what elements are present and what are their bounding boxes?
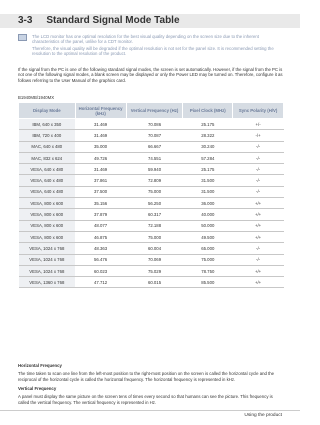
- cell-display-mode: VESA, 640 x 480: [19, 175, 76, 186]
- cell-vertical-frequency: 70.087: [126, 130, 183, 141]
- cell-horizontal-frequency: 48.363: [75, 243, 126, 254]
- table-row: [19, 198, 284, 209]
- cell-vertical-frequency: 74.551: [126, 152, 183, 163]
- cell-pixel-clock: 31.500: [183, 175, 233, 186]
- table-row: [19, 254, 284, 265]
- note-paragraph: Therefore, the visual quality will be degraded if the optimal resolution is not set for the panel size. It is recommended setting the resolution to the optimal resolution of the product.: [32, 45, 274, 57]
- cell-pixel-clock: 36.000: [183, 198, 233, 209]
- table-row: [19, 243, 284, 254]
- footer-divider: [0, 410, 300, 411]
- cell-pixel-clock: 28.322: [183, 130, 233, 141]
- cell-sync-polarity: +/+: [233, 265, 284, 276]
- section-number: 3-3: [18, 15, 33, 26]
- cell-sync-polarity: +/+: [233, 209, 284, 220]
- header-horizontal-frequency: Horizontal Frequency (kHz): [75, 103, 126, 119]
- cell-horizontal-frequency: 49.726: [75, 152, 126, 163]
- table-row: [19, 164, 284, 175]
- cell-display-mode: VESA, 640 x 480: [19, 164, 76, 175]
- table-body: [19, 119, 284, 288]
- cell-sync-polarity: -/-: [233, 141, 284, 152]
- cell-vertical-frequency: 66.667: [126, 141, 183, 152]
- cell-vertical-frequency: 60.004: [126, 243, 183, 254]
- cell-display-mode: VESA, 800 x 600: [19, 220, 76, 231]
- cell-vertical-frequency: 75.000: [126, 231, 183, 242]
- cell-pixel-clock: 25.175: [183, 164, 233, 175]
- intro-text: [18, 67, 284, 83]
- cell-pixel-clock: 31.500: [183, 186, 233, 197]
- section-title: Standard Signal Mode Table: [46, 15, 180, 26]
- cell-horizontal-frequency: 31.469: [75, 130, 126, 141]
- cell-horizontal-frequency: 48.077: [75, 220, 126, 231]
- cell-horizontal-frequency: 46.875: [75, 231, 126, 242]
- cell-pixel-clock: 57.284: [183, 152, 233, 163]
- cell-sync-polarity: +/+: [233, 198, 284, 209]
- cell-vertical-frequency: 60.015: [126, 277, 183, 288]
- cell-horizontal-frequency: 31.469: [75, 164, 126, 175]
- table-row: [19, 119, 284, 130]
- table-row: [19, 277, 284, 288]
- cell-horizontal-frequency: 35.000: [75, 141, 126, 152]
- cell-sync-polarity: -/-: [233, 164, 284, 175]
- cell-horizontal-frequency: 37.500: [75, 186, 126, 197]
- cell-sync-polarity: -/-: [233, 243, 284, 254]
- cell-vertical-frequency: 70.069: [126, 254, 183, 265]
- cell-vertical-frequency: 70.086: [126, 119, 183, 130]
- table-header-row: [19, 103, 284, 119]
- cell-horizontal-frequency: 47.712: [75, 277, 126, 288]
- header-sync-polarity: Sync Polarity (H/V): [233, 103, 284, 119]
- cell-horizontal-frequency: 35.156: [75, 198, 126, 209]
- cell-vertical-frequency: 59.940: [126, 164, 183, 175]
- cell-horizontal-frequency: 56.476: [75, 254, 126, 265]
- cell-sync-polarity: -/-: [233, 175, 284, 186]
- header-vertical-frequency: Vertical Frequency (Hz): [126, 103, 183, 119]
- cell-horizontal-frequency: 60.023: [75, 265, 126, 276]
- table-row: [19, 265, 284, 276]
- note-paragraph: The LCD monitor has one optimal resolution for the best visual quality depending on the screen size due to the inherent characteristics of the panel, unlike for a CDT monitor.: [32, 34, 259, 45]
- intro-paragraph: If the signal from the PC is one of the following standard signal modes, the screen is set automatically. However, if the signal from the PC is not one of the following signal modes, a blank screen may be displayed or only the Power LED may be turned on. Therefore, configure it as follows referring to the User Manual of the graphics card.: [18, 67, 283, 83]
- table-row: [19, 175, 284, 186]
- table-row: [19, 152, 284, 163]
- table-row: [19, 141, 284, 152]
- note-icon: [18, 34, 27, 41]
- cell-pixel-clock: 50.000: [183, 220, 233, 231]
- table-row: [19, 231, 284, 242]
- vertical-heading: Vertical Frequency: [18, 386, 57, 391]
- cell-vertical-frequency: 56.250: [126, 198, 183, 209]
- cell-sync-polarity: -/+: [233, 130, 284, 141]
- table-row: [19, 209, 284, 220]
- cell-display-mode: VESA, 800 x 600: [19, 231, 76, 242]
- cell-sync-polarity: +/-: [233, 119, 284, 130]
- cell-sync-polarity: -/-: [233, 186, 284, 197]
- cell-display-mode: VESA, 800 x 600: [19, 209, 76, 220]
- cell-vertical-frequency: 60.317: [126, 209, 183, 220]
- cell-sync-polarity: -/-: [233, 152, 284, 163]
- cell-horizontal-frequency: 37.879: [75, 209, 126, 220]
- header-display-mode: Display Mode: [19, 103, 76, 119]
- cell-vertical-frequency: 75.000: [126, 186, 183, 197]
- table-row: [19, 220, 284, 231]
- cell-sync-polarity: -/-: [233, 254, 284, 265]
- signal-mode-table: [18, 102, 284, 288]
- horizontal-text: The time taken to scan one line from the left-most position to the right-most position on the screen is called the horizontal cycle and the reciprocal of the horizontal cycle is called the horizontal frequency. The horizontal frequency is represented in kHz.: [18, 371, 275, 382]
- cell-vertical-frequency: 72.188: [126, 220, 183, 231]
- cell-sync-polarity: +/+: [233, 277, 284, 288]
- cell-display-mode: VESA, 800 x 600: [19, 198, 76, 209]
- footer-text: Using the product: [244, 413, 282, 418]
- cell-display-mode: IBM, 720 x 400: [19, 130, 76, 141]
- page-title: [18, 15, 180, 27]
- cell-display-mode: MAC, 640 x 480: [19, 141, 76, 152]
- cell-pixel-clock: 30.240: [183, 141, 233, 152]
- cell-pixel-clock: 78.750: [183, 265, 233, 276]
- cell-display-mode: VESA, 1024 x 768: [19, 243, 76, 254]
- cell-pixel-clock: 65.000: [183, 243, 233, 254]
- table-row: [19, 186, 284, 197]
- cell-pixel-clock: 49.500: [183, 231, 233, 242]
- vertical-section: [18, 386, 284, 405]
- cell-pixel-clock: 25.175: [183, 119, 233, 130]
- cell-sync-polarity: +/+: [233, 231, 284, 242]
- cell-horizontal-frequency: 37.861: [75, 175, 126, 186]
- cell-display-mode: IBM, 640 x 350: [19, 119, 76, 130]
- horizontal-heading: Horizontal Frequency: [18, 363, 62, 368]
- cell-pixel-clock: 40.000: [183, 209, 233, 220]
- cell-vertical-frequency: 72.809: [126, 175, 183, 186]
- header-pixel-clock: Pixel Clock (MHz): [183, 103, 233, 119]
- cell-pixel-clock: 85.500: [183, 277, 233, 288]
- cell-display-mode: VESA, 1360 x 768: [19, 277, 76, 288]
- cell-vertical-frequency: 75.029: [126, 265, 183, 276]
- cell-horizontal-frequency: 31.469: [75, 119, 126, 130]
- cell-display-mode: VESA, 1024 x 768: [19, 265, 76, 276]
- cell-sync-polarity: +/+: [233, 220, 284, 231]
- model-name: B1940MB/1940MX: [18, 95, 55, 100]
- cell-display-mode: VESA, 640 x 480: [19, 186, 76, 197]
- horizontal-section: [18, 363, 284, 382]
- cell-display-mode: MAC, 832 x 624: [19, 152, 76, 163]
- cell-display-mode: VESA, 1024 x 768: [19, 254, 76, 265]
- table-row: [19, 130, 284, 141]
- vertical-text: A panel must display the same picture on the screen tens of times every second so that humans can see the picture. This frequency is called the vertical frequency. The vertical frequency is represented in Hz.: [18, 394, 273, 405]
- note-box: [18, 34, 284, 58]
- cell-pixel-clock: 75.000: [183, 254, 233, 265]
